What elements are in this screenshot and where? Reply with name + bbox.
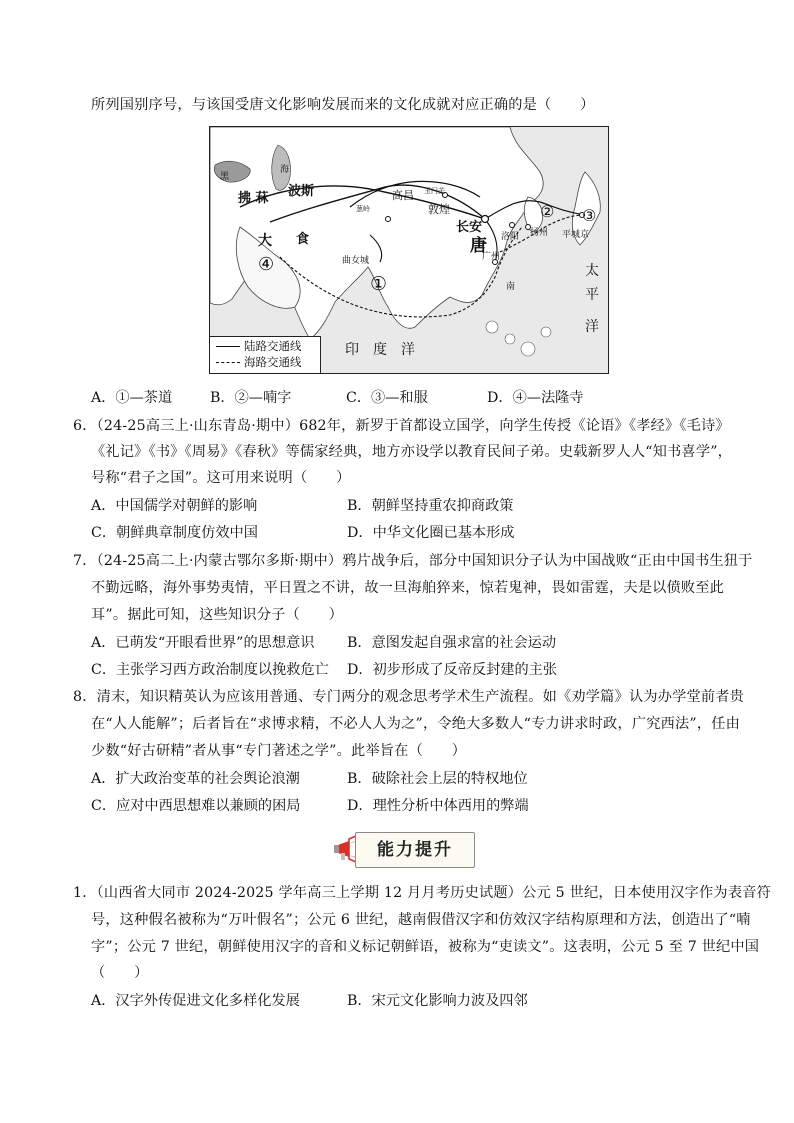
q6-option-c[interactable]: C．朝鲜典章制度仿效中国	[91, 525, 258, 541]
q6-option-d[interactable]: D．中华文化圈已基本形成	[347, 525, 515, 541]
label-yindu-ocean: 印 度 洋	[345, 342, 415, 358]
p1-option-b[interactable]: B．宋元文化影响力波及四邻	[347, 993, 528, 1009]
label-pingchengjing: 平城京	[562, 230, 590, 240]
question-6-line-1: 6．（24-25高三上·山东青岛·期中）682年，新罗于首都设立国学，向学生传授《论语》《孝经》《毛诗》	[73, 418, 730, 434]
ability-question-1-line-4: （ ）	[91, 965, 149, 981]
label-luoyang: 洛阳	[501, 232, 520, 242]
marker-1: ①	[370, 273, 388, 295]
q7-option-b[interactable]: B．意图发起自强求富的社会运动	[347, 635, 557, 651]
label-fulin: 拂 菻	[238, 191, 269, 206]
label-qunvcheng: 曲女城	[342, 256, 370, 266]
label-gaochang: 高昌	[392, 189, 414, 202]
map-legend	[210, 336, 321, 373]
q7-option-a[interactable]: A．已萌发“开眼看世界”的思想意识	[91, 635, 315, 651]
question-5-stem: 所列国别序号，与该国受唐文化影响发展而来的文化成就对应正确的是（ ）	[91, 97, 595, 113]
marker-2: ②	[540, 202, 555, 221]
label-changan: 长安	[456, 220, 483, 235]
label-hei: 黑	[220, 172, 230, 182]
question-7-options-row-2	[91, 660, 711, 680]
q8-option-c[interactable]: C．应对中西思想难以兼顾的困局	[91, 798, 301, 814]
q5-option-c[interactable]: C．③—和服	[346, 390, 428, 406]
question-8-options-row-2	[91, 796, 711, 816]
q6-option-b[interactable]: B．朝鲜坚持重农抑商政策	[347, 498, 514, 514]
q5-option-a[interactable]: A．①—茶道	[91, 390, 173, 406]
ability-question-1-line-3: 字”；公元 7 世纪，朝鲜使用汉字的音和义标记朝鲜语，被称为“吏读文”。这表明，公元 5 至 7 世纪中国	[91, 939, 760, 955]
legend-sea	[216, 355, 302, 370]
question-7-options-row-1	[91, 633, 711, 653]
legend-sea-label: 海路交通线	[244, 355, 302, 369]
label-guangzhou: 广州	[482, 252, 501, 262]
question-8-line-2: 在“人人能解”；后者旨在“求博求精，不必人人为之”，令绝大多数人“专力讲求时政，广究西法”，任由	[91, 716, 740, 732]
section-title: 能力提升	[355, 832, 475, 868]
label-congling: 葱岭	[356, 205, 370, 213]
label-yangzhou: 扬州	[530, 228, 549, 238]
question-6-options-row-2	[91, 523, 711, 543]
question-8-line-3: 少数“好古研精”者从事“专门著述之学”。此举旨在（ ）	[91, 743, 467, 759]
question-7-line-1: 7．（24-25高二上·内蒙古鄂尔多斯·期中）鸦片战争后，部分中国知识分子认为中国战败“正由中国书生狃于	[73, 553, 753, 569]
q5-option-d[interactable]: D．④—法隆寺	[487, 390, 584, 406]
question-6-line-2: 《礼记》《书》《周易》《春秋》等儒家经典，地方亦设学以教育民间子弟。史载新罗人人“知书喜学”，	[91, 444, 733, 460]
q6-option-a[interactable]: A．中国儒学对朝鲜的影响	[91, 498, 258, 514]
q7-option-c[interactable]: C．主张学习西方政治制度以挽救危亡	[91, 662, 329, 678]
label-dashi: 大	[258, 233, 272, 249]
legend-land-label: 陆路交通线	[244, 339, 302, 353]
label-tai: 太	[585, 263, 599, 279]
question-7-line-2: 不勤远略，海外事势夷情，平日置之不讲，故一旦海舶猝来，惊若鬼神，畏如雷霆，夫是以偾败至此	[91, 580, 725, 596]
label-dunhuang: 敦煌	[428, 203, 450, 216]
label-dashi-2: 食	[296, 232, 310, 247]
q7-option-d[interactable]: D．初步形成了反帝反封建的主张	[347, 662, 558, 678]
ability-question-1-options	[91, 991, 711, 1011]
label-ping: 平	[585, 287, 599, 303]
question-6-line-3: 号称“君子之国”。这可用来说明（ ）	[91, 470, 351, 486]
ability-question-1-line-2: 号，这种假名被称为“万叶假名”；公元 6 世纪，越南假借汉字和仿效汉字结构原理和方法，创造出了“喃	[91, 912, 751, 928]
label-yang: 洋	[585, 319, 599, 335]
q8-option-d[interactable]: D．理性分析中体西用的弊端	[347, 798, 529, 814]
marker-3: ③	[582, 206, 597, 225]
question-5-options	[91, 388, 711, 408]
ability-question-1-line-1: 1．（山西省大同市 2024-2025 学年高三上学期 12 月月考历史试题）公元 5 世纪，日本使用汉字作为表音符	[73, 885, 771, 901]
land-route-swatch	[216, 346, 240, 347]
question-8-line-1: 8．清末，知识精英认为应该用普通、专门两分的观念思考学术生产流程。如《劝学篇》认为办学堂前者贵	[73, 689, 745, 705]
label-hai: 海	[280, 165, 290, 175]
sea-route-swatch	[216, 362, 240, 363]
question-8-options-row-1	[91, 769, 711, 789]
q8-option-b[interactable]: B．破除社会上层的特权地位	[347, 771, 528, 787]
label-bosi: 波斯	[288, 184, 315, 199]
p1-option-a[interactable]: A．汉字外传促进文化多样化发展	[91, 993, 300, 1009]
question-6-options-row-1	[91, 496, 711, 516]
label-yumen: 玉门关	[424, 187, 445, 195]
q5-option-b[interactable]: B．②—喃字	[210, 390, 292, 406]
section-badge	[333, 830, 477, 868]
label-tang: 唐	[470, 236, 487, 256]
marker-4: ④	[258, 254, 275, 275]
tang-trade-routes-map	[209, 126, 609, 374]
legend-land	[216, 339, 302, 354]
q8-option-a[interactable]: A．扩大政治变革的社会舆论浪潮	[91, 771, 300, 787]
label-nan: 南	[506, 282, 516, 292]
question-7-line-3: 耳”。据此可知，这些知识分子（ ）	[91, 607, 344, 623]
